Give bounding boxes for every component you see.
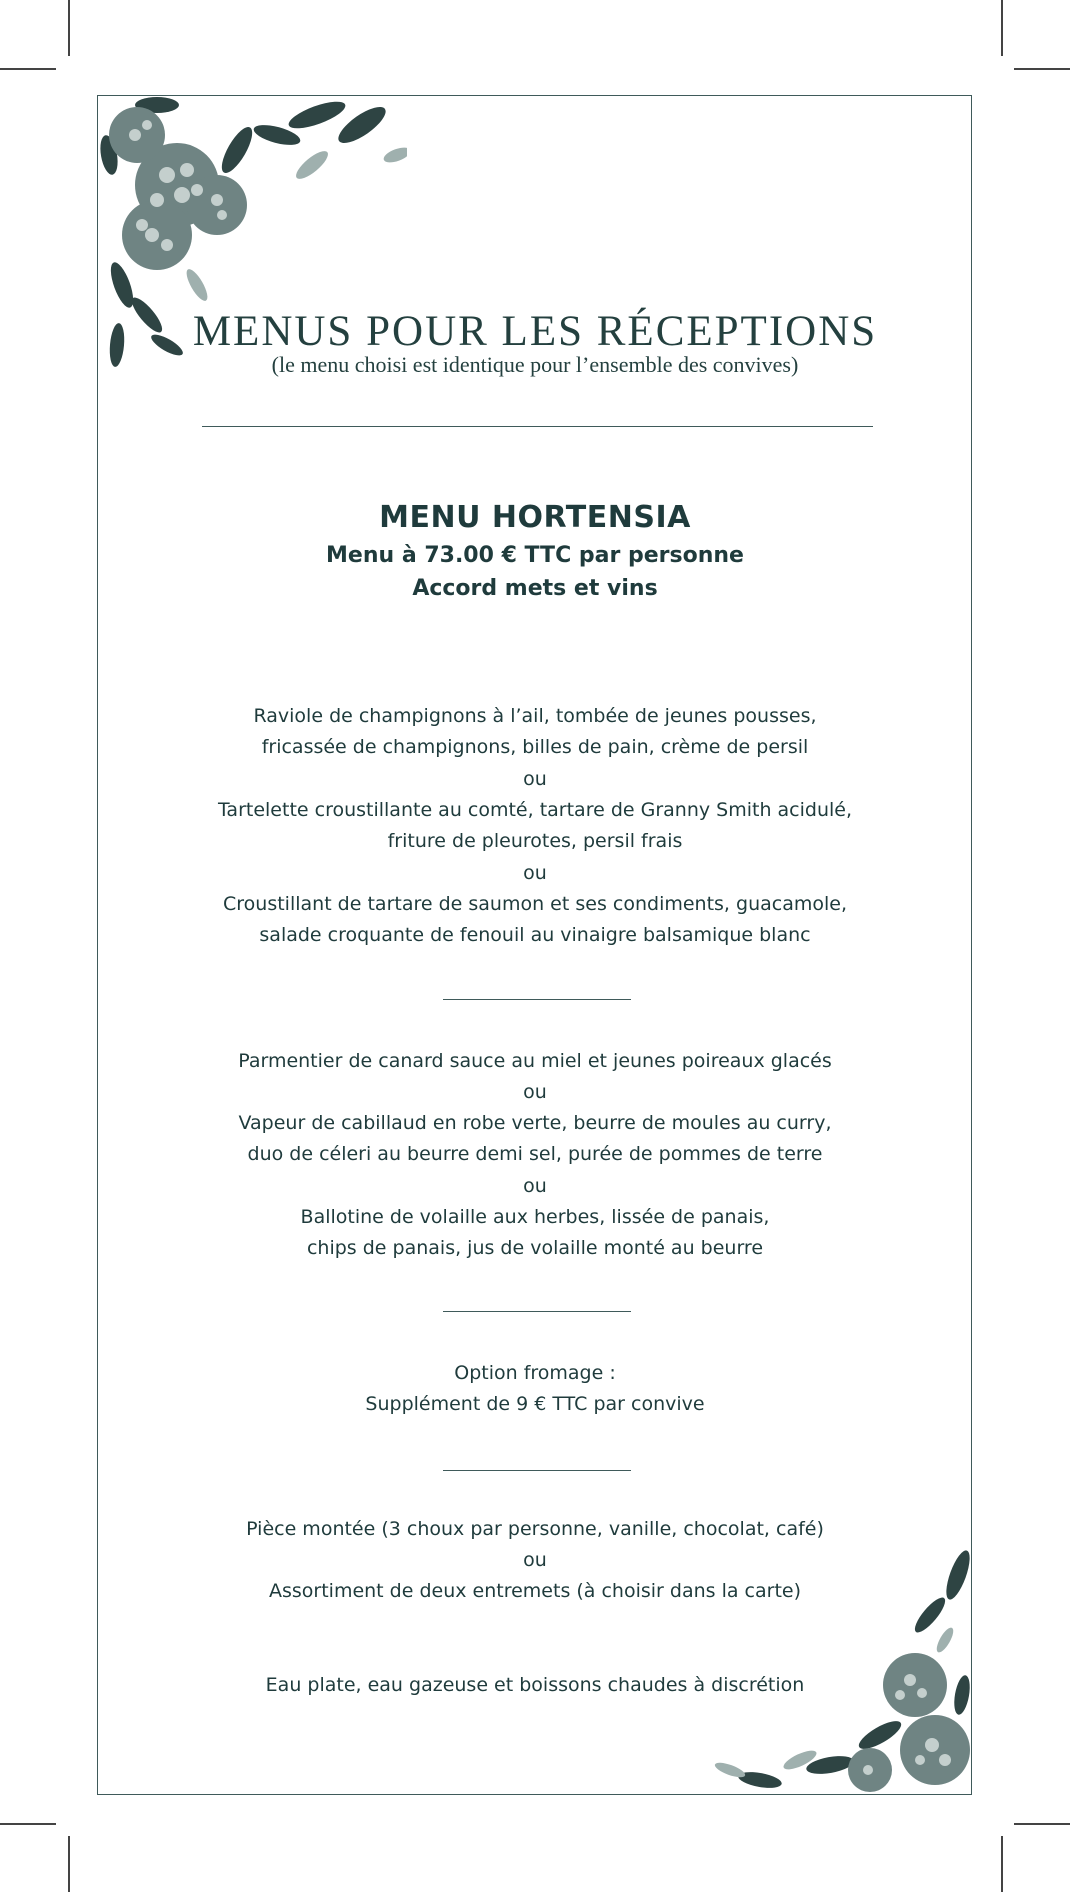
- section-divider: [443, 999, 631, 1000]
- crop-mark: [1001, 1836, 1003, 1892]
- separator-ou: ou: [523, 768, 547, 790]
- main-line: duo de céleri au beurre demi sel, purée de pommes de terre: [247, 1143, 823, 1165]
- dessert-line: Pièce montée (3 choux par personne, vanille, chocolat, café): [246, 1518, 824, 1540]
- menu-pairing: Accord mets et vins: [412, 576, 658, 601]
- separator-ou: ou: [523, 862, 547, 884]
- menu-price: Menu à 73.00 € TTC par personne: [326, 543, 744, 568]
- divider: [202, 426, 873, 427]
- main-line: chips de panais, jus de volaille monté au beurre: [306, 1237, 764, 1259]
- starter-line: Croustillant de tartare de saumon et ses condiments, guacamole,: [223, 893, 847, 915]
- separator-ou: ou: [523, 1175, 547, 1197]
- drinks-line: Eau plate, eau gazeuse et boissons chaudes à discrétion: [265, 1674, 805, 1696]
- separator-ou: ou: [523, 1081, 547, 1103]
- main-line: Vapeur de cabillaud en robe verte, beurre de moules au curry,: [238, 1112, 832, 1134]
- page-subtitle: (le menu choisi est identique pour l’ensemble des convives): [271, 352, 799, 377]
- starter-line: fricassée de champignons, billes de pain, crème de persil: [261, 736, 809, 758]
- cheese-option: Option fromage :: [454, 1362, 616, 1384]
- main-line: Ballotine de volaille aux herbes, lissée de panais,: [300, 1206, 770, 1228]
- dessert-line: Assortiment de deux entremets (à choisir dans la carte): [268, 1580, 802, 1602]
- crop-mark: [1014, 68, 1070, 70]
- crop-mark: [1001, 0, 1003, 56]
- starter-line: Raviole de champignons à l’ail, tombée de jeunes pousses,: [253, 705, 817, 727]
- crop-mark: [68, 0, 70, 56]
- cheese-supplement: Supplément de 9 € TTC par convive: [365, 1393, 705, 1415]
- crop-mark: [0, 1823, 56, 1825]
- crop-mark: [0, 68, 56, 70]
- section-divider: [443, 1311, 631, 1312]
- main-line: Parmentier de canard sauce au miel et jeunes poireaux glacés: [238, 1050, 832, 1072]
- separator-ou: ou: [523, 1549, 547, 1571]
- crop-mark: [68, 1836, 70, 1892]
- page-title: MENUS POUR LES RÉCEPTIONS: [192, 308, 878, 355]
- starter-line: Tartelette croustillante au comté, tartare de Granny Smith acidulé,: [217, 799, 853, 821]
- menu-name: MENU HORTENSIA: [379, 500, 691, 535]
- starter-line: friture de pleurotes, persil frais: [387, 830, 683, 852]
- crop-mark: [1014, 1823, 1070, 1825]
- section-divider: [443, 1470, 631, 1471]
- starter-line: salade croquante de fenouil au vinaigre balsamique blanc: [259, 924, 811, 946]
